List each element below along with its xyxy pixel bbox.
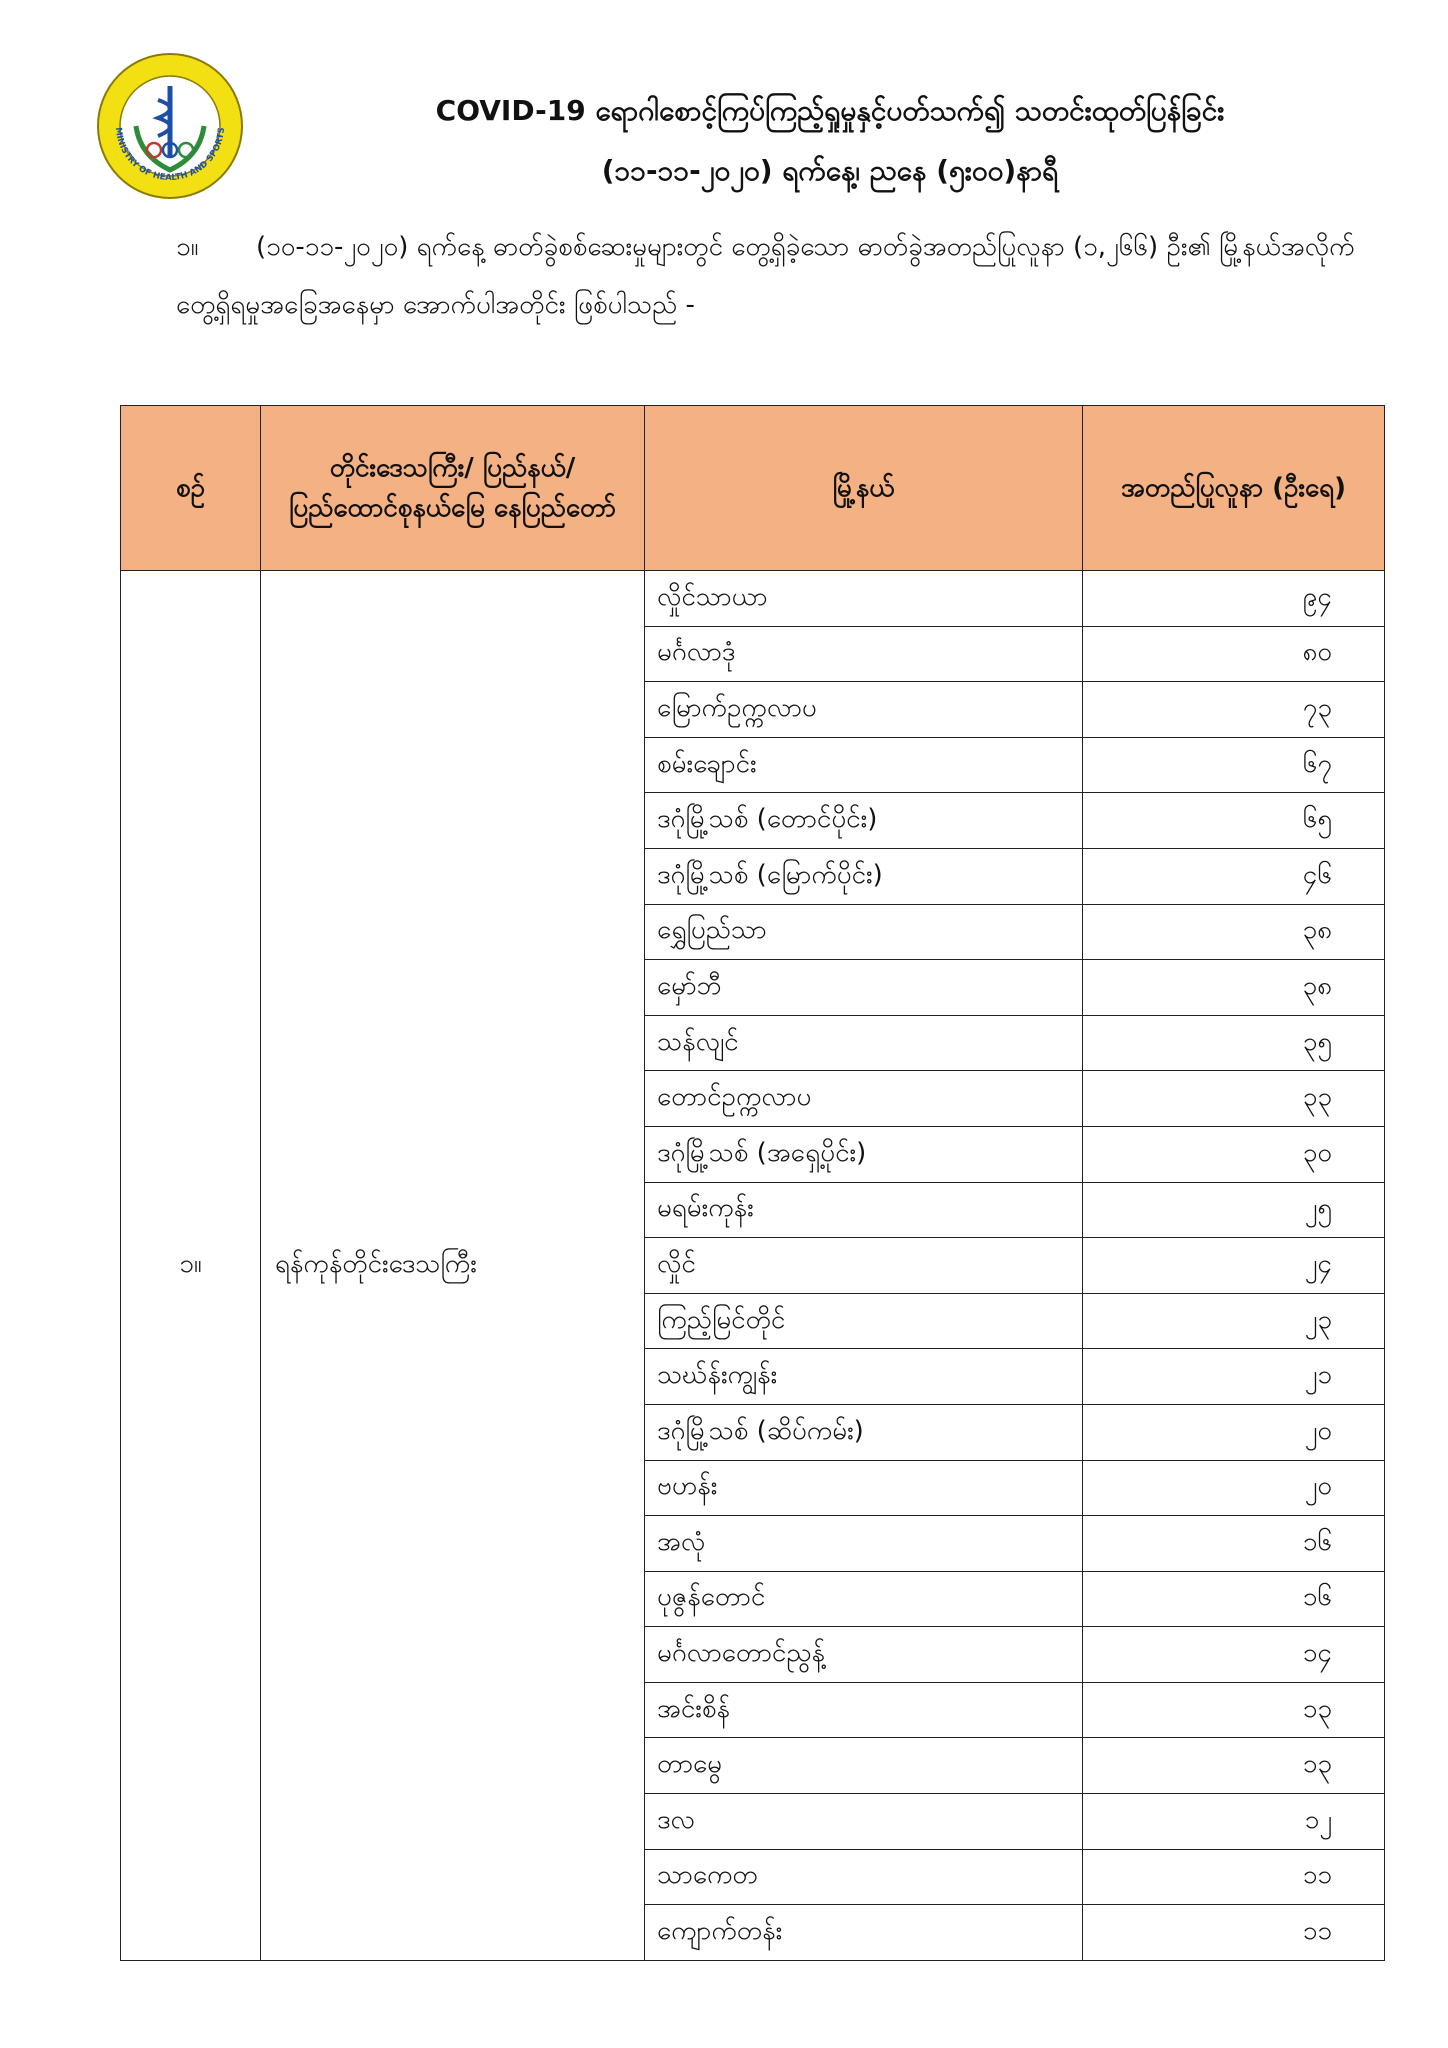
- township-cell: ကြည့်မြင်တိုင်: [645, 1293, 1083, 1349]
- count-cell: ၁၃: [1083, 1738, 1385, 1794]
- count-cell: ၂၁: [1083, 1349, 1385, 1405]
- township-cell: ပုဇွန်တောင်: [645, 1571, 1083, 1627]
- township-cell: ဒဂုံမြို့သစ် (တောင်ပိုင်း): [645, 793, 1083, 849]
- count-cell: ၈၀: [1083, 626, 1385, 682]
- township-cell: မှော်ဘီ: [645, 960, 1083, 1016]
- township-cell: သန်လျင်: [645, 1015, 1083, 1071]
- township-cell: အင်းစိန်: [645, 1682, 1083, 1738]
- count-cell: ၁၂: [1083, 1794, 1385, 1850]
- township-cell: မြောက်ဥက္ကလာပ: [645, 682, 1083, 738]
- group-region: ရန်ကုန်တိုင်းဒေသကြီး: [261, 571, 645, 1961]
- logo-text: MINISTRY OF HEALTH AND SPORTS: [112, 126, 228, 184]
- township-cell: စမ်းချောင်း: [645, 737, 1083, 793]
- township-cell: လှိုင်: [645, 1238, 1083, 1294]
- count-cell: ၂၀: [1083, 1460, 1385, 1516]
- count-cell: ၂၅: [1083, 1182, 1385, 1238]
- count-cell: ၄၆: [1083, 848, 1385, 904]
- header-township: မြို့နယ်: [645, 406, 1083, 571]
- document-title: COVID-19 ရောဂါစောင့်ကြပ်ကြည့်ရှုမှုနှင့်ပတ်သက်၍ သတင်းထုတ်ပြန်ခြင်း: [435, 94, 1225, 127]
- ministry-logo: [96, 52, 244, 200]
- intro-paragraph: [176, 218, 1376, 334]
- count-cell: ၆၇: [1083, 737, 1385, 793]
- header-count: အတည်ပြုလူနာ (ဦးရေ): [1083, 406, 1385, 571]
- township-cell: ကျောက်တန်း: [645, 1905, 1083, 1961]
- count-cell: ၃၈: [1083, 960, 1385, 1016]
- count-cell: ၁၄: [1083, 1627, 1385, 1683]
- intro-text: (၁၀-၁၁-၂၀၂၀) ရက်နေ့ ဓာတ်ခွဲစစ်ဆေးမှုများတွင် တွေ့ရှိခဲ့သော ဓာတ်ခွဲအတည်ပြုလူနာ (၁,၂၆၆) ဦး၏ မြို့နယ်အလိုက် တွေ့ရှိရမှုအခြေအနေမှာ အောက်ပါအတိုင်း ဖြစ်ပါသည် -: [176, 232, 1355, 320]
- count-cell: ၆၅: [1083, 793, 1385, 849]
- count-cell: ၂၀: [1083, 1404, 1385, 1460]
- count-cell: ၂၃: [1083, 1293, 1385, 1349]
- count-cell: ၁၃: [1083, 1682, 1385, 1738]
- township-cell: မရမ်းကုန်း: [645, 1182, 1083, 1238]
- count-cell: ၃၀: [1083, 1126, 1385, 1182]
- intro-number: ၁။: [176, 232, 199, 262]
- township-cell: သာကေတ: [645, 1849, 1083, 1905]
- table-row: [121, 571, 1385, 627]
- township-cell: မင်္ဂလာဒုံ: [645, 626, 1083, 682]
- township-cell: လှိုင်သာယာ: [645, 571, 1083, 627]
- table-body: [121, 571, 1385, 1961]
- township-cell: ဒလ: [645, 1794, 1083, 1850]
- count-cell: ၁၁: [1083, 1905, 1385, 1961]
- township-cell: မင်္ဂလာတောင်ညွန့်: [645, 1627, 1083, 1683]
- count-cell: ၁၆: [1083, 1516, 1385, 1572]
- document-date: (၁၁-၁၁-၂၀၂၀) ရက်နေ့၊ ညနေ (၅း၀၀)နာရီ: [601, 154, 1059, 187]
- township-cell: အလုံ: [645, 1516, 1083, 1572]
- township-cell: သဃ်န်းကျွန်း: [645, 1349, 1083, 1405]
- township-cell: ဒဂုံမြို့သစ် (မြောက်ပိုင်း): [645, 848, 1083, 904]
- count-cell: ၇၃: [1083, 682, 1385, 738]
- count-cell: ၂၄: [1083, 1238, 1385, 1294]
- count-cell: ၉၄: [1083, 571, 1385, 627]
- header-region: တိုင်းဒေသကြီး/ ပြည်နယ်/ ပြည်ထောင်စုနယ်မြေ နေပြည်တော်: [261, 406, 645, 571]
- count-cell: ၃၈: [1083, 904, 1385, 960]
- township-cell: တောင်ဥက္ကလာပ: [645, 1071, 1083, 1127]
- group-number: ၁။: [121, 571, 261, 1961]
- township-cell: ဒဂုံမြို့သစ် (ဆိပ်ကမ်း): [645, 1404, 1083, 1460]
- header-no: စဉ်: [121, 406, 261, 571]
- township-cell: ဒဂုံမြို့သစ် (အရှေ့ပိုင်း): [645, 1126, 1083, 1182]
- township-cell: တာမွေ: [645, 1738, 1083, 1794]
- cases-table: [120, 405, 1385, 1961]
- count-cell: ၃၃: [1083, 1071, 1385, 1127]
- table-header-row: [121, 406, 1385, 571]
- township-cell: ရွှေပြည်သာ: [645, 904, 1083, 960]
- count-cell: ၁၆: [1083, 1571, 1385, 1627]
- count-cell: ၁၁: [1083, 1849, 1385, 1905]
- count-cell: ၃၅: [1083, 1015, 1385, 1071]
- township-cell: ဗဟန်း: [645, 1460, 1083, 1516]
